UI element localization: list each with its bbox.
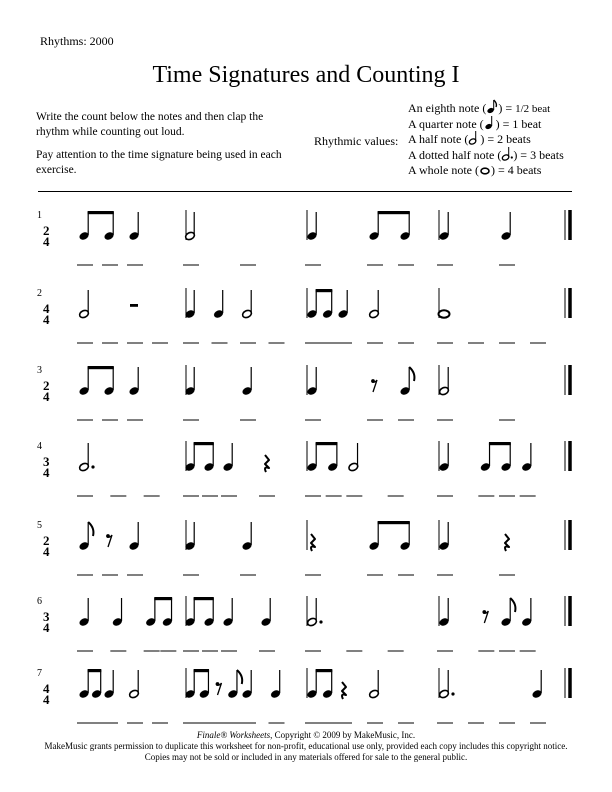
rhythmic-value-name: A quarter note (: [408, 116, 484, 131]
beam: [88, 366, 114, 369]
quarter-rest: [311, 534, 315, 551]
beam: [316, 442, 338, 445]
time-signature-top: 3: [43, 454, 50, 469]
beam: [194, 669, 209, 672]
time-signature-top: 2: [43, 533, 50, 548]
footer-line-2: MakeMusic grants permission to duplicate this worksheet for non-profit, educational use only, provided each copy includes this copyright notice.: [44, 741, 568, 751]
exercise: [37, 288, 570, 343]
augmentation-dot: [91, 465, 94, 468]
augmentation-dot: [319, 620, 322, 623]
beam: [489, 442, 511, 445]
time-signature-top: 2: [43, 223, 50, 238]
flag: [88, 522, 93, 536]
eighth-rest: [483, 611, 488, 623]
instruction-count: Write the count below the notes and then clap the rhythm while counting out loud.: [36, 111, 264, 138]
rhythmic-value-name: An eighth note (: [408, 101, 487, 115]
time-signature-bottom: 4: [43, 544, 50, 559]
rhythmic-value-beats: 3 beats: [530, 147, 564, 162]
footer-line-3: Copies may not be sold or included in any materials offered for sale to the general public.: [144, 752, 468, 762]
beam: [378, 211, 410, 214]
beam: [194, 442, 214, 445]
exercise: [37, 365, 570, 420]
beam: [316, 289, 333, 292]
quarter-rest: [342, 682, 346, 699]
exercise-number: 5: [37, 520, 42, 531]
exercise-number: 3: [37, 365, 42, 376]
page-title: Time Signatures and Counting I: [152, 62, 460, 88]
rhythmic-value-name: A whole note (: [408, 163, 479, 177]
rhythmic-value-beats: 4 beats: [507, 163, 542, 177]
rhythmic-value-equals: ) =: [513, 147, 531, 162]
exercise-number: 6: [37, 596, 42, 607]
exercise-number: 1: [37, 210, 42, 221]
rhythmic-value-equals: ) =: [495, 116, 513, 131]
rhythmic-value-name: A dotted half note (: [408, 147, 502, 162]
time-signature-top: 2: [43, 378, 50, 393]
time-signature-bottom: 4: [43, 465, 50, 480]
exercise: [37, 210, 570, 265]
time-signature-bottom: 4: [43, 234, 50, 249]
time-signature-bottom: 4: [43, 692, 50, 707]
time-signature-top: 4: [43, 681, 50, 696]
exercise: [37, 441, 570, 496]
rhythmic-value-beats: 1/2 beat: [515, 103, 551, 115]
beam: [194, 597, 214, 600]
rhythmic-value-equals: ) =: [498, 101, 516, 115]
augmentation-dot: [451, 692, 454, 695]
exercise: [37, 520, 570, 575]
rhythmic-value-equals: ) =: [491, 163, 508, 177]
whole-notehead: [439, 310, 450, 317]
eighth-rest: [107, 535, 112, 547]
exercise-number: 2: [37, 288, 42, 299]
flag: [510, 598, 515, 612]
quarter-rest: [265, 455, 269, 472]
time-signature-top: 3: [43, 609, 50, 624]
flag: [237, 670, 242, 684]
copyright-footer: [0, 730, 612, 763]
flag: [409, 367, 414, 381]
beam: [88, 211, 114, 214]
time-signature-bottom: 4: [43, 389, 50, 404]
time-signature-bottom: 4: [43, 312, 50, 327]
beam: [88, 669, 102, 672]
rhythmic-values-label: Rhythmic values:: [314, 134, 399, 148]
instruction-time-signature: Pay attention to the time signature being used in each exercise.: [36, 149, 282, 176]
exercise: [37, 596, 570, 651]
eighth-rest: [372, 380, 377, 392]
quarter-rest: [505, 534, 509, 551]
exercise: [37, 668, 570, 723]
rhythmic-value-name: A half note (: [408, 132, 469, 146]
beam: [378, 521, 410, 524]
exercise-number: 7: [37, 668, 42, 679]
time-signature-bottom: 4: [43, 620, 50, 635]
half-rest: [130, 304, 138, 307]
beam: [154, 597, 172, 600]
eighth-rest: [217, 683, 222, 695]
beam: [316, 669, 333, 672]
header-label: Rhythms: 2000: [40, 34, 114, 48]
exercise-number: 4: [37, 441, 42, 452]
rhythmic-value-beats: 1 beat: [512, 116, 542, 131]
rhythmic-value-equals: ) =: [480, 132, 498, 146]
rhythmic-value-beats: 2 beats: [497, 132, 531, 146]
footer-line-1: Finale® Worksheets, Copyright © 2009 by MakeMusic, Inc.: [196, 730, 416, 740]
time-signature-top: 4: [43, 301, 50, 316]
